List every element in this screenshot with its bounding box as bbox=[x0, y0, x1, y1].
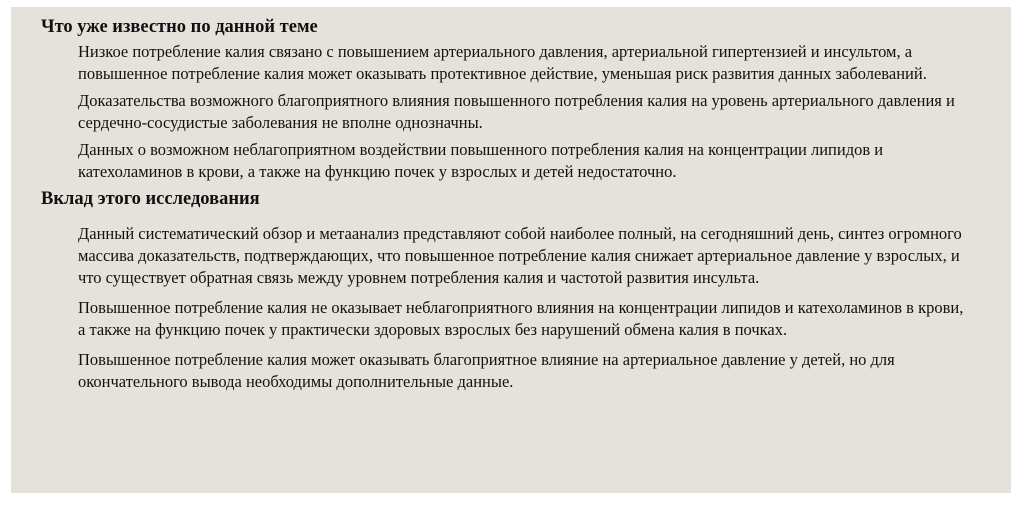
contribution-paragraph-3: Повышенное потребление калия может оказывать благоприятное влияние на артериальное давление у детей, но для окончательного вывода необходимы дополнительные данные. bbox=[78, 350, 895, 391]
contribution-paragraph-1: Данный систематический обзор и метаанализ представляют собой наиболее полный, на сегодняшний день, синтез огромного массива доказательств, подтверждающих, что повышенное потребление калия снижает артериальное давление у взрослых, и что существует обратная связь между уровнем потребления калия и частотой развития инсульта. bbox=[78, 224, 962, 287]
section-heading-contribution: Вклад этого исследования bbox=[41, 189, 260, 209]
section-heading-known: Что уже известно по данной теме bbox=[41, 17, 318, 37]
known-paragraph-2: Доказательства возможного благоприятного влияния повышенного потребления калия на уровень артериального давления и сердечно-сосудистые заболевания не вполне однозначны. bbox=[78, 91, 955, 132]
known-paragraph-1: Низкое потребление калия связано с повышением артериального давления, артериальной гипертензией и инсультом, а повышенное потребление калия может оказывать протективное действие, уменьшая риск развития данных заболеваний. bbox=[78, 42, 927, 83]
known-paragraph-3: Данных о возможном неблагоприятном воздействии повышенного потребления калия на концентрации липидов и катехоламинов в крови, а также на функцию почек у взрослых и детей недостаточно. bbox=[78, 140, 884, 181]
contribution-paragraph-2: Повышенное потребление калия не оказывает неблагоприятного влияния на концентрации липидов и катехоламинов в крови, а также на функцию почек у практически здоровых взрослых без нарушений обмена калия в почках. bbox=[78, 298, 964, 339]
summary-box bbox=[11, 7, 1011, 493]
